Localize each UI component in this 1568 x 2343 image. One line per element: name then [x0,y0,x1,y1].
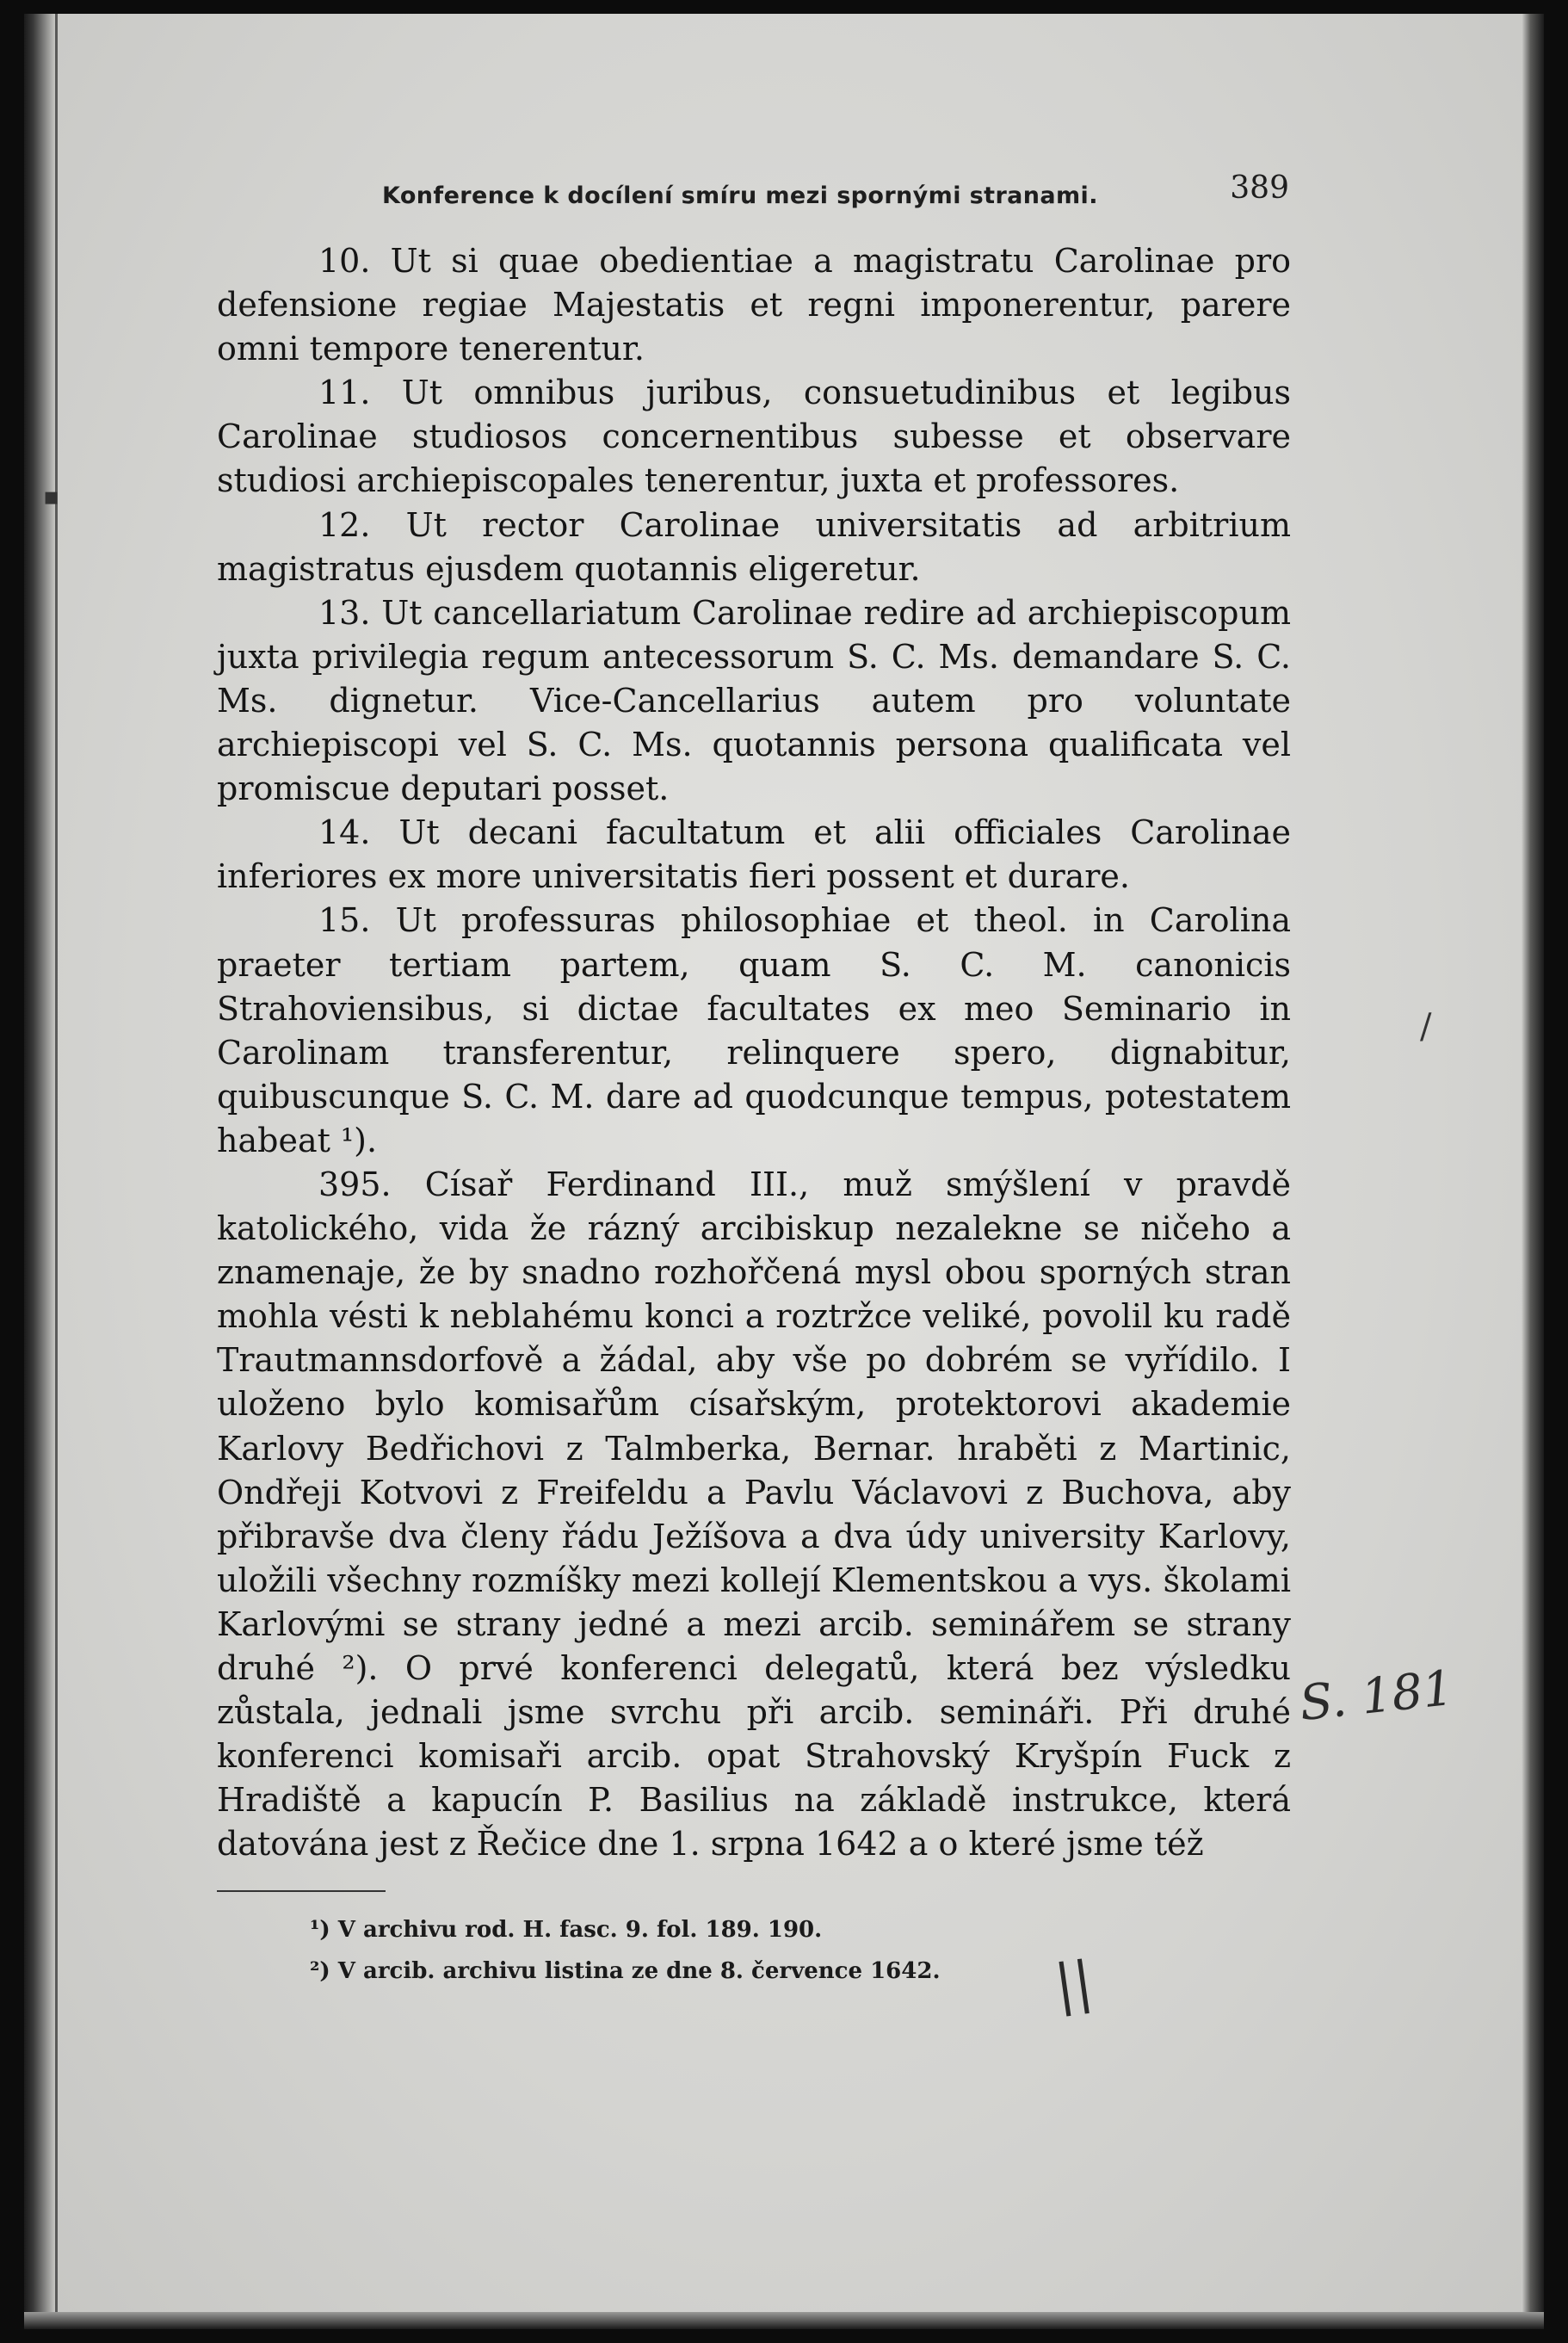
paragraph-395: 395. Císař Ferdinand III., muž smýšlení v pravdě katolického, vida že rázný arcibiskup nezalekne se ničeho a znamenaje, že by snadno rozhořčená mysl obou sporných stran mohla vésti k neblahému konci a roztržce veliké, povolil ku radě Trautmannsdorfově a žádal, aby vše po dobrém se vyřídilo. I uloženo bylo komisařům císařským, protektorovi akademie Karlovy Bedřichovi z Talmberka, Bernar. hraběti z Martinic, Ondřeji Kotvovi z Freifeldu a Pavlu Václavovi z Buchova, aby přibravše dva členy řádu Ježíšova a dva údy university Karlovy, uložili všechny rozmíšky mezi kollejí Klementskou a vys. školami Karlovými se strany jedné a mezi arcib. seminářem se strany druhé ²). O prvé konferenci delegatů, která bez výsledku zůstala, jednali jsme svrchu při arcib. semináři. Při druhé konferenci komisaři arcib. opat Strahovský Kryšpín Fuck z Hradiště a kapucín P. Basilius na základě instrukce, která datována jest z Řečice dne 1. srpna 1642 a o které jsme též [217,1165,1291,1864]
footnote-2: ²) V arcib. archivu listina ze dne 8. července 1642. [310,1958,941,1984]
paragraph-14: 14. Ut decani facultatum et alii officiales Carolinae inferiores ex more universitatis fieri possent et durare. [217,813,1291,896]
paragraph-15: 15. Ut professuras philosophiae et theol. in Carolina praeter tertiam partem, quam S. C. M. canonicis Strahoviensibus, si dictae facultates ex meo Seminario in Carolinam transferentur, relinquere spero, dignabitur, quibuscunque S. C. M. dare ad quodcunque tempus, potestatem habeat ¹). [217,901,1291,1159]
running-head: Konference k docílení smíru mezi spornými stranami. [382,182,1098,209]
page-header [382,170,1289,222]
paragraph-12: 12. Ut rector Carolinae universitatis ad arbitrium magistratus ejusdem quotannis eligeretur. [217,505,1291,588]
paragraph-11: 11. Ut omnibus juribus, consuetudinibus et legibus Carolinae studiosos concernentibus subesse et observare studiosi archiepiscopales tenerentur, juxta et professores. [217,374,1291,500]
footnotes [310,1909,1084,1992]
footnote-1: ¹) V archivu rod. H. fasc. 9. fol. 189. 190. [310,1917,823,1943]
handwritten-margin-note: S. 181 [1297,1660,1456,1733]
body-text [217,239,1291,1866]
binding-line [55,14,58,2329]
handwritten-pencil-mark: || [1051,1950,1097,2018]
page-edge-bottom [24,2312,1544,2329]
footnote-divider [217,1890,386,1892]
page-number: 389 [1230,170,1289,206]
paragraph-13: 13. Ut cancellariatum Carolinae redire ad archiepiscopum juxta privilegia regum antecessorum S. C. Ms. demandare S. C. Ms. dignetur. Vice-Cancellarius autem pro voluntate archiepiscopi vel S. C. Ms. quotannis persona qualificata vel promiscue deputari posset. [217,593,1291,808]
margin-tick: ▪ [43,482,59,510]
page-edge-right [1522,14,1544,2329]
margin-tick: / [1420,1007,1432,1047]
binding-shadow [24,14,55,2329]
paragraph-10: 10. Ut si quae obedientiae a magistratu Carolinae pro defensione regiae Majestatis et regni imponerentur, parere omni tempore tenerentur. [217,242,1291,368]
